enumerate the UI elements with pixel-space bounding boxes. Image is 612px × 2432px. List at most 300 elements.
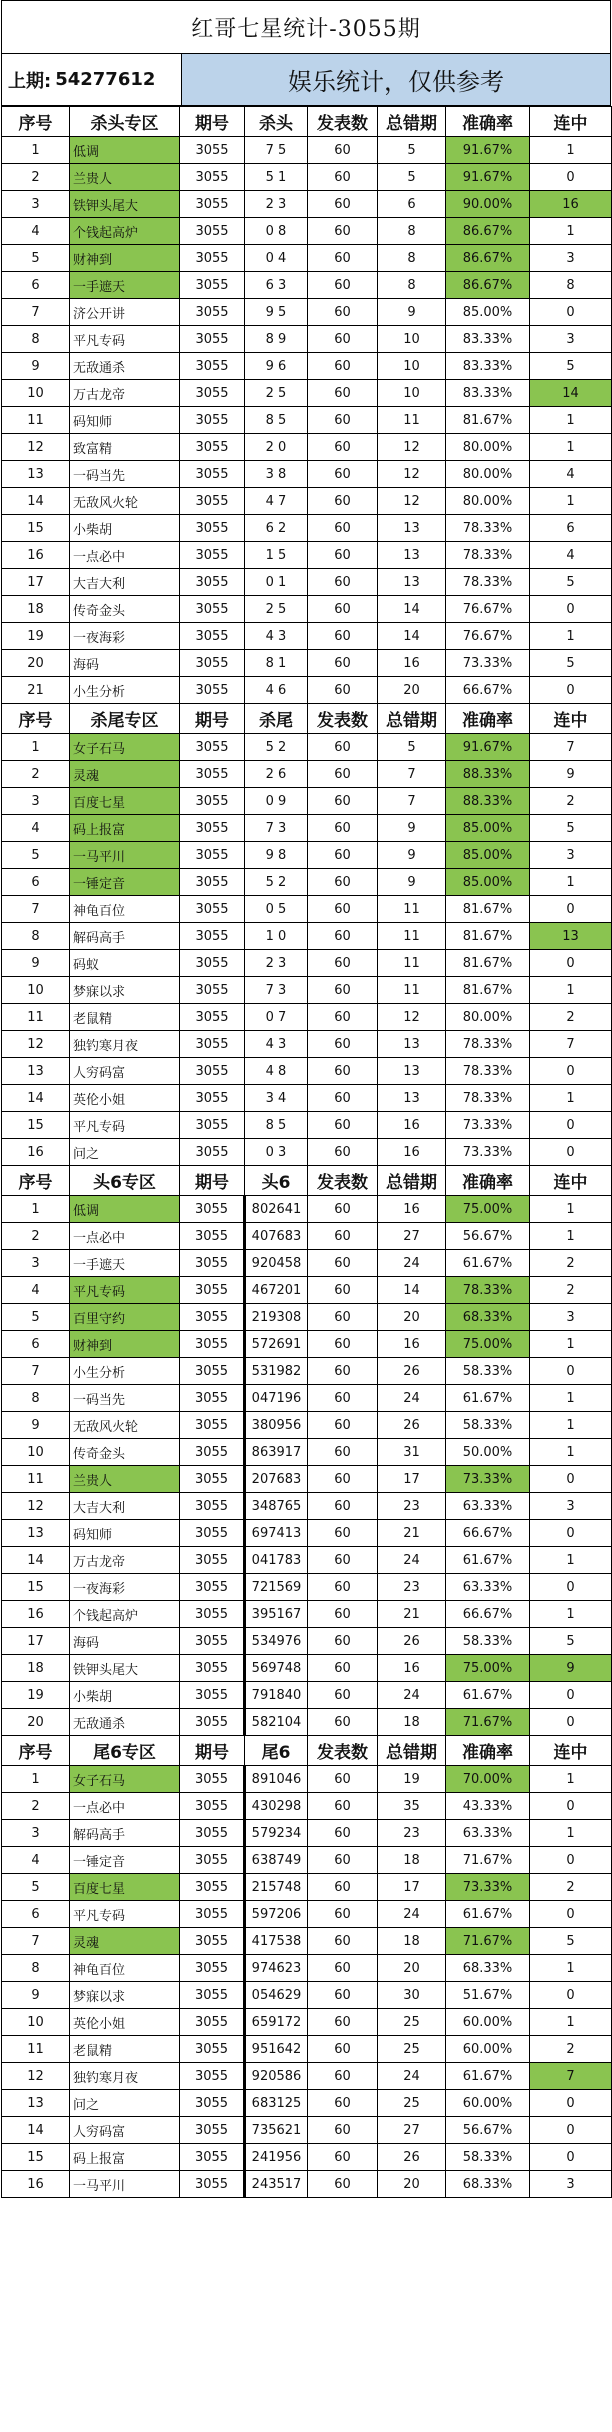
header-accuracy: 准确率 [446,704,530,734]
post-count: 60 [308,2036,378,2063]
error-count: 11 [378,896,446,923]
period-cell: 3055 [180,1574,245,1601]
table-row [2,407,612,434]
accuracy-rate: 58.33% [446,1358,530,1385]
streak-count: 1 [530,407,612,434]
predictor-name: 灵魂 [70,761,180,788]
prediction-value: 8 5 [245,407,308,434]
accuracy-rate: 85.00% [446,842,530,869]
accuracy-rate: 81.67% [446,896,530,923]
prediction-value: 8 5 [245,1112,308,1139]
streak-count: 0 [530,1709,612,1736]
streak-count: 1 [530,623,612,650]
header-value: 杀头 [245,107,308,137]
post-count: 60 [308,2063,378,2090]
period-cell: 3055 [180,923,245,950]
table-row [2,1874,612,1901]
header-errors: 总错期 [378,1166,446,1196]
post-count: 60 [308,2009,378,2036]
streak-count: 1 [530,2009,612,2036]
prediction-value: 5 1 [245,164,308,191]
period-cell: 3055 [180,299,245,326]
period-cell: 3055 [180,1223,245,1250]
error-count: 27 [378,1223,446,1250]
header-index: 序号 [2,107,70,137]
prediction-value: 407683 [245,1223,308,1250]
table-row [2,1493,612,1520]
predictor-name: 一锤定音 [70,869,180,896]
error-count: 26 [378,1628,446,1655]
info-bar [1,54,611,106]
post-count: 60 [308,1709,378,1736]
period-cell: 3055 [180,1520,245,1547]
period-cell: 3055 [180,1466,245,1493]
period-cell: 3055 [180,623,245,650]
row-index: 1 [2,137,70,164]
stats-table [1,106,612,2198]
prediction-value: 0 9 [245,788,308,815]
header-count: 发表数 [308,704,378,734]
streak-count: 0 [530,1901,612,1928]
table-row [2,1277,612,1304]
header-index: 序号 [2,704,70,734]
streak-count: 2 [530,788,612,815]
post-count: 60 [308,1058,378,1085]
prediction-value: 0 3 [245,1139,308,1166]
streak-count: 1 [530,218,612,245]
predictor-name: 一夜海彩 [70,623,180,650]
period-cell: 3055 [180,1385,245,1412]
period-cell: 3055 [180,869,245,896]
error-count: 24 [378,2063,446,2090]
post-count: 60 [308,1493,378,1520]
period-cell: 3055 [180,596,245,623]
post-count: 60 [308,2171,378,2198]
post-count: 60 [308,407,378,434]
period-cell: 3055 [180,842,245,869]
accuracy-rate: 78.33% [446,569,530,596]
predictor-name: 灵魂 [70,1928,180,1955]
error-count: 18 [378,1928,446,1955]
period-cell: 3055 [180,1982,245,2009]
table-row [2,569,612,596]
accuracy-rate: 76.67% [446,596,530,623]
prediction-value: 531982 [245,1358,308,1385]
streak-count: 0 [530,596,612,623]
table-row [2,596,612,623]
table-row [2,353,612,380]
post-count: 60 [308,1304,378,1331]
table-row [2,245,612,272]
prediction-value: 0 1 [245,569,308,596]
period-cell: 3055 [180,380,245,407]
predictor-name: 无敌通杀 [70,1709,180,1736]
period-cell: 3055 [180,1277,245,1304]
header-index: 序号 [2,1166,70,1196]
streak-count: 0 [530,950,612,977]
row-index: 11 [2,1004,70,1031]
table-row [2,1655,612,1682]
prediction-value: 579234 [245,1820,308,1847]
predictor-name: 一码当先 [70,461,180,488]
post-count: 60 [308,1223,378,1250]
post-count: 60 [308,1820,378,1847]
prediction-value: 863917 [245,1439,308,1466]
row-index: 2 [2,1223,70,1250]
post-count: 60 [308,623,378,650]
streak-count: 0 [530,1682,612,1709]
accuracy-rate: 73.33% [446,1139,530,1166]
header-count: 发表数 [308,107,378,137]
section-header-row [2,107,612,137]
post-count: 60 [308,950,378,977]
streak-count: 7 [530,2063,612,2090]
predictor-name: 海码 [70,650,180,677]
table-row [2,1439,612,1466]
post-count: 60 [308,1928,378,1955]
error-count: 13 [378,515,446,542]
row-index: 7 [2,299,70,326]
predictor-name: 码蚁 [70,950,180,977]
table-row [2,1928,612,1955]
error-count: 9 [378,869,446,896]
row-index: 15 [2,1574,70,1601]
row-index: 18 [2,1655,70,1682]
period-cell: 3055 [180,1709,245,1736]
table-row [2,1139,612,1166]
post-count: 60 [308,2144,378,2171]
accuracy-rate: 71.67% [446,1709,530,1736]
post-count: 60 [308,1574,378,1601]
streak-count: 0 [530,1058,612,1085]
row-index: 12 [2,434,70,461]
header-period: 期号 [180,704,245,734]
error-count: 24 [378,1385,446,1412]
streak-count: 0 [530,1847,612,1874]
table-row [2,380,612,407]
prediction-value: 219308 [245,1304,308,1331]
error-count: 10 [378,380,446,407]
streak-count: 13 [530,923,612,950]
prediction-value: 7 3 [245,977,308,1004]
period-cell: 3055 [180,1901,245,1928]
table-row [2,1901,612,1928]
prediction-value: 430298 [245,1793,308,1820]
error-count: 16 [378,650,446,677]
accuracy-rate: 80.00% [446,461,530,488]
table-row [2,1112,612,1139]
predictor-name: 一手遮天 [70,272,180,299]
error-count: 25 [378,2090,446,2117]
streak-count: 3 [530,1493,612,1520]
post-count: 60 [308,1385,378,1412]
accuracy-rate: 43.33% [446,1793,530,1820]
predictor-name: 神龟百位 [70,896,180,923]
row-index: 12 [2,1493,70,1520]
row-index: 15 [2,1112,70,1139]
row-index: 8 [2,326,70,353]
table-row [2,542,612,569]
streak-count: 16 [530,191,612,218]
row-index: 17 [2,569,70,596]
prediction-value: 047196 [245,1385,308,1412]
period-cell: 3055 [180,1112,245,1139]
header-value: 尾6 [245,1736,308,1766]
header-streak: 连中 [530,704,612,734]
streak-count: 1 [530,1601,612,1628]
predictor-name: 兰贵人 [70,1466,180,1493]
streak-count: 1 [530,1439,612,1466]
predictor-name: 平凡专码 [70,326,180,353]
row-index: 11 [2,407,70,434]
streak-count: 0 [530,164,612,191]
row-index: 9 [2,1412,70,1439]
streak-count: 3 [530,1304,612,1331]
accuracy-rate: 68.33% [446,1955,530,1982]
accuracy-rate: 51.67% [446,1982,530,2009]
table-row [2,1085,612,1112]
row-index: 2 [2,1793,70,1820]
row-index: 13 [2,1520,70,1547]
accuracy-rate: 91.67% [446,734,530,761]
prediction-value: 802641 [245,1196,308,1223]
period-cell: 3055 [180,1655,245,1682]
accuracy-rate: 78.33% [446,1085,530,1112]
header-accuracy: 准确率 [446,1166,530,1196]
predictor-name: 小生分析 [70,677,180,704]
row-index: 5 [2,842,70,869]
error-count: 20 [378,2171,446,2198]
error-count: 7 [378,761,446,788]
streak-count: 2 [530,1277,612,1304]
period-cell: 3055 [180,191,245,218]
streak-count: 1 [530,977,612,1004]
predictor-name: 兰贵人 [70,164,180,191]
error-count: 20 [378,1304,446,1331]
period-cell: 3055 [180,1031,245,1058]
accuracy-rate: 85.00% [446,299,530,326]
row-index: 16 [2,1139,70,1166]
streak-count: 0 [530,896,612,923]
accuracy-rate: 86.67% [446,218,530,245]
table-row [2,1682,612,1709]
prediction-value: 207683 [245,1466,308,1493]
header-period: 期号 [180,1736,245,1766]
streak-count: 1 [530,1547,612,1574]
error-count: 10 [378,326,446,353]
row-index: 9 [2,353,70,380]
row-index: 10 [2,2009,70,2036]
prediction-value: 8 1 [245,650,308,677]
error-count: 18 [378,1709,446,1736]
prediction-value: 920586 [245,2063,308,2090]
prediction-value: 2 3 [245,191,308,218]
post-count: 60 [308,1982,378,2009]
period-cell: 3055 [180,815,245,842]
streak-count: 1 [530,1766,612,1793]
error-count: 11 [378,950,446,977]
prediction-value: 2 0 [245,434,308,461]
row-index: 3 [2,788,70,815]
prediction-value: 3 8 [245,461,308,488]
streak-count: 2 [530,1250,612,1277]
table-row [2,2063,612,2090]
prediction-value: 683125 [245,2090,308,2117]
row-index: 14 [2,1085,70,1112]
streak-count: 0 [530,1982,612,2009]
accuracy-rate: 91.67% [446,164,530,191]
table-row [2,1766,612,1793]
error-count: 13 [378,1031,446,1058]
accuracy-rate: 78.33% [446,1277,530,1304]
period-cell: 3055 [180,2090,245,2117]
error-count: 16 [378,1196,446,1223]
predictor-name: 海码 [70,1628,180,1655]
predictor-name: 万古龙帝 [70,1547,180,1574]
table-row [2,1223,612,1250]
streak-count: 1 [530,1820,612,1847]
accuracy-rate: 80.00% [446,488,530,515]
streak-count: 1 [530,137,612,164]
table-row [2,2117,612,2144]
predictor-name: 女子石马 [70,1766,180,1793]
accuracy-rate: 73.33% [446,1112,530,1139]
prediction-value: 380956 [245,1412,308,1439]
prediction-value: 5 2 [245,869,308,896]
period-cell: 3055 [180,1058,245,1085]
predictor-name: 神龟百位 [70,1955,180,1982]
error-count: 6 [378,191,446,218]
stats-page [1,0,611,2198]
error-count: 24 [378,1901,446,1928]
predictor-name: 个钱起高炉 [70,218,180,245]
error-count: 26 [378,1412,446,1439]
streak-count: 0 [530,1358,612,1385]
error-count: 9 [378,299,446,326]
accuracy-rate: 61.67% [446,2063,530,2090]
error-count: 23 [378,1574,446,1601]
period-cell: 3055 [180,1250,245,1277]
error-count: 17 [378,1874,446,1901]
table-row [2,515,612,542]
header-count: 发表数 [308,1736,378,1766]
predictor-name: 码知师 [70,1520,180,1547]
accuracy-rate: 60.00% [446,2090,530,2117]
prediction-value: 054629 [245,1982,308,2009]
post-count: 60 [308,380,378,407]
header-section: 头6专区 [70,1166,180,1196]
table-row [2,950,612,977]
accuracy-rate: 81.67% [446,407,530,434]
streak-count: 7 [530,734,612,761]
error-count: 20 [378,677,446,704]
predictor-name: 低调 [70,1196,180,1223]
error-count: 27 [378,2117,446,2144]
error-count: 13 [378,1085,446,1112]
predictor-name: 小生分析 [70,1358,180,1385]
header-section: 尾6专区 [70,1736,180,1766]
predictor-name: 平凡专码 [70,1901,180,1928]
streak-count: 8 [530,272,612,299]
prediction-value: 974623 [245,1955,308,1982]
table-row [2,1628,612,1655]
table-row [2,1358,612,1385]
header-value: 杀尾 [245,704,308,734]
row-index: 3 [2,1250,70,1277]
post-count: 60 [308,515,378,542]
post-count: 60 [308,461,378,488]
accuracy-rate: 76.67% [446,623,530,650]
post-count: 60 [308,842,378,869]
period-cell: 3055 [180,1928,245,1955]
table-row [2,761,612,788]
row-index: 8 [2,1385,70,1412]
streak-count: 0 [530,1520,612,1547]
error-count: 24 [378,1547,446,1574]
streak-count: 1 [530,1412,612,1439]
section-header-row [2,1736,612,1766]
prediction-value: 920458 [245,1250,308,1277]
row-index: 1 [2,1766,70,1793]
row-index: 7 [2,1358,70,1385]
prediction-value: 2 5 [245,596,308,623]
period-cell: 3055 [180,461,245,488]
table-row [2,1547,612,1574]
accuracy-rate: 58.33% [446,2144,530,2171]
accuracy-rate: 66.67% [446,1520,530,1547]
predictor-name: 小柴胡 [70,515,180,542]
prediction-value: 3 4 [245,1085,308,1112]
error-count: 11 [378,407,446,434]
row-index: 14 [2,2117,70,2144]
error-count: 35 [378,1793,446,1820]
streak-count: 3 [530,245,612,272]
post-count: 60 [308,1547,378,1574]
predictor-name: 个钱起高炉 [70,1601,180,1628]
error-count: 14 [378,1277,446,1304]
table-row [2,896,612,923]
streak-count: 14 [530,380,612,407]
row-index: 5 [2,1304,70,1331]
post-count: 60 [308,542,378,569]
row-index: 15 [2,515,70,542]
section-header-row [2,1166,612,1196]
predictor-name: 人穷码富 [70,1058,180,1085]
last-period-label: 上期: [8,70,52,92]
accuracy-rate: 75.00% [446,1196,530,1223]
prediction-value: 1 0 [245,923,308,950]
predictor-name: 一马平川 [70,2171,180,2198]
error-count: 17 [378,1466,446,1493]
period-cell: 3055 [180,734,245,761]
table-row [2,218,612,245]
streak-count: 3 [530,842,612,869]
disclaimer-banner: 娱乐统计，仅供参考 [182,54,610,105]
post-count: 60 [308,1412,378,1439]
table-row [2,272,612,299]
row-index: 11 [2,2036,70,2063]
row-index: 18 [2,596,70,623]
table-row [2,299,612,326]
row-index: 9 [2,950,70,977]
predictor-name: 独钓寒月夜 [70,1031,180,1058]
predictor-name: 解码高手 [70,923,180,950]
accuracy-rate: 68.33% [446,1304,530,1331]
post-count: 60 [308,977,378,1004]
header-errors: 总错期 [378,1736,446,1766]
table-row [2,1004,612,1031]
streak-count: 0 [530,1466,612,1493]
